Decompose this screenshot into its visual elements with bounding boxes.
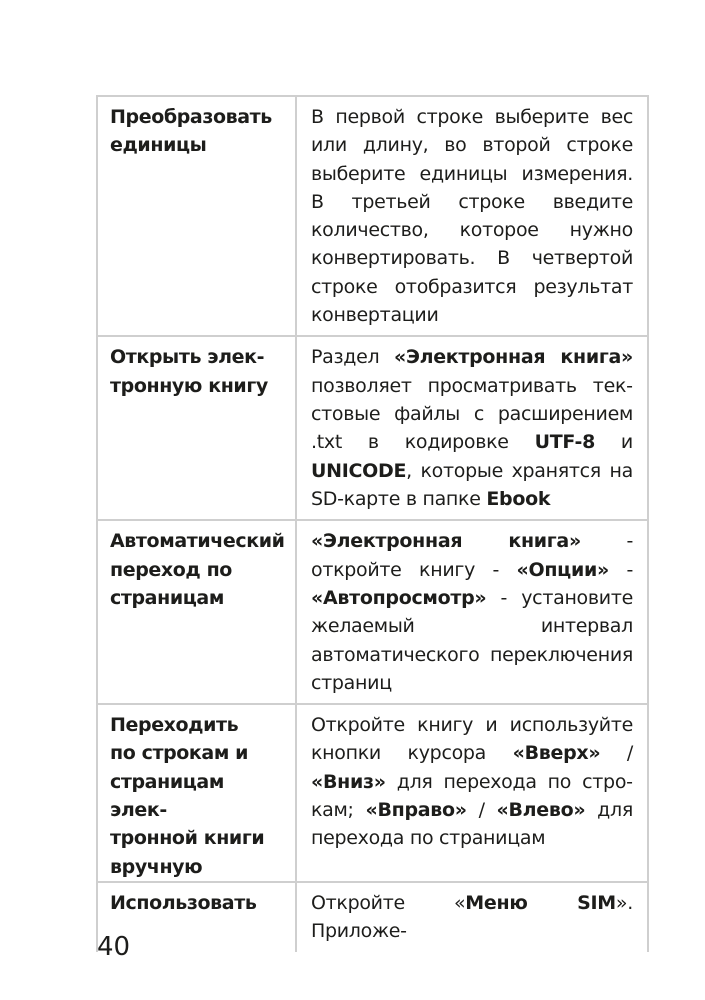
desc-run: для перехода по строкам; bbox=[311, 770, 633, 822]
function-table bbox=[96, 95, 649, 952]
page-number: 40 bbox=[97, 932, 131, 962]
desc-run: позволяет просматривать текстовые файлы с расширением .txt в кодировке bbox=[311, 374, 633, 454]
row-description: В первой строке выберите вес или длину, во второй строке выберите единицы измерения. В третьей строке введите количество, которое нужно конвертировать. В четвертой строке отобразится результат конвертации bbox=[296, 96, 648, 336]
desc-run-bold: «Влево» bbox=[496, 799, 586, 822]
term-line: единицы bbox=[110, 134, 207, 157]
desc-run: - bbox=[608, 558, 634, 581]
desc-run: / bbox=[466, 799, 497, 822]
desc-run-bold: UNICODE bbox=[311, 459, 407, 482]
table-row bbox=[97, 520, 648, 704]
desc-run: для перехода по страницам bbox=[311, 799, 633, 850]
table-row bbox=[97, 336, 648, 520]
table-row bbox=[97, 704, 648, 882]
term-line: тронную книгу bbox=[110, 374, 268, 397]
term-line: Открыть элек- bbox=[110, 346, 265, 369]
row-term bbox=[97, 96, 296, 336]
term-line: страницам элек- bbox=[110, 770, 224, 822]
row-term bbox=[97, 336, 296, 520]
term-line: Использовать bbox=[110, 891, 257, 914]
row-term bbox=[97, 520, 296, 704]
term-line: страницам bbox=[110, 586, 224, 609]
term-line: вручную bbox=[110, 855, 203, 878]
desc-run-bold: «Автопросмотр» bbox=[311, 586, 487, 609]
desc-run: Откройте « bbox=[311, 891, 466, 914]
desc-run: и bbox=[595, 431, 633, 454]
desc-run-bold: «Вправо» bbox=[365, 799, 467, 822]
desc-run-bold: «Вверх» bbox=[512, 742, 601, 765]
term-line: Переходить bbox=[110, 714, 239, 737]
desc-run: ». Приложе- bbox=[311, 891, 633, 943]
desc-run-bold: Ebook bbox=[486, 487, 551, 510]
desc-run-bold: «Электронная книга» bbox=[311, 530, 581, 553]
desc-run-bold: Меню SIM bbox=[465, 891, 616, 914]
table-row bbox=[97, 96, 648, 336]
term-line: по строкам и bbox=[110, 742, 249, 765]
desc-run: Раздел bbox=[311, 346, 394, 369]
term-line: Автоматический bbox=[110, 530, 285, 553]
desc-run-bold: UTF-8 bbox=[534, 431, 595, 454]
desc-run: - установите желаемый интервал автоматического переключения страниц bbox=[311, 586, 633, 694]
desc-run: Откройте книгу и используйте кнопки курсора bbox=[311, 714, 633, 765]
term-line: переход по bbox=[110, 558, 232, 581]
table-row bbox=[97, 882, 648, 952]
term-line: тронной книги bbox=[110, 827, 265, 850]
row-description bbox=[296, 520, 648, 704]
row-description bbox=[296, 704, 648, 882]
row-description bbox=[296, 336, 648, 520]
term-line: Преобразовать bbox=[110, 106, 272, 128]
desc-run: / bbox=[600, 742, 634, 765]
row-description bbox=[296, 882, 648, 952]
desc-run-bold: «Вниз» bbox=[311, 770, 386, 793]
row-term bbox=[97, 704, 296, 882]
desc-run: , которые хранятся на SD-карте в папке bbox=[311, 459, 633, 510]
desc-run-bold: «Электронная книга» bbox=[393, 346, 633, 369]
desc-run-bold: «Опции» bbox=[516, 558, 609, 581]
desc-run: - откройте книгу - bbox=[311, 530, 633, 581]
